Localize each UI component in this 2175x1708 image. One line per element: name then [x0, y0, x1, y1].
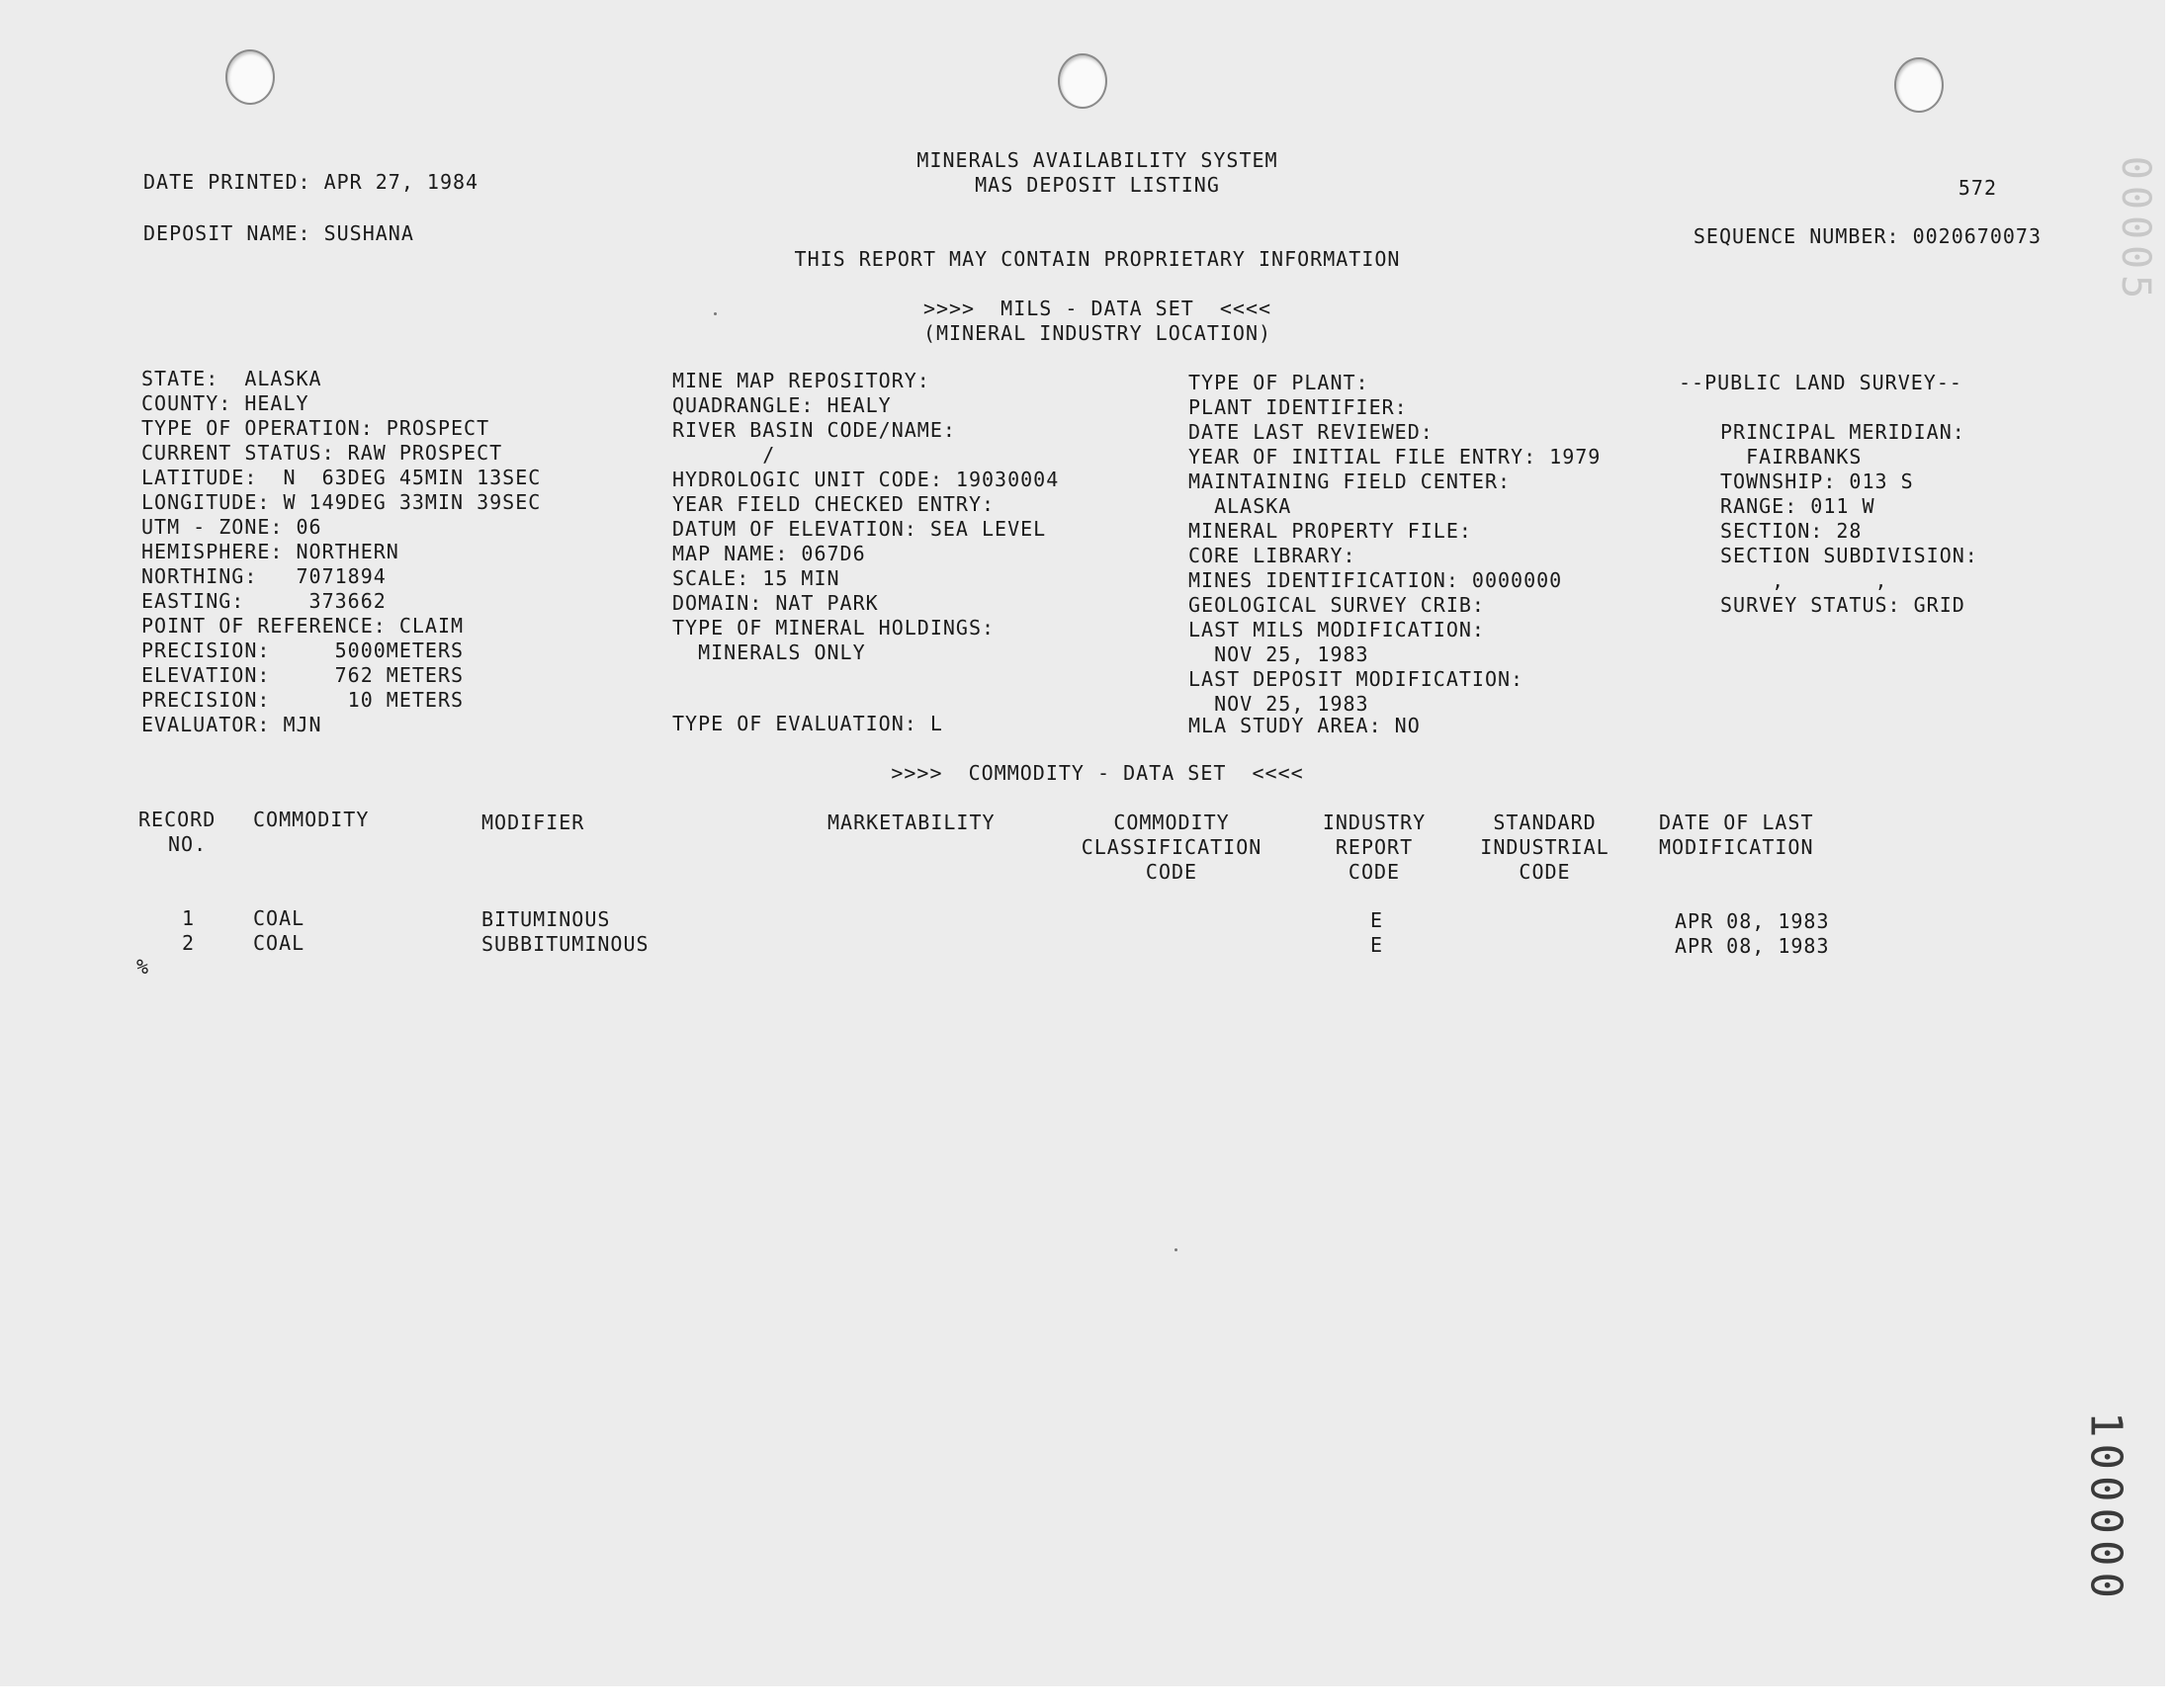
cell-modifier: BITUMINOUS — [481, 907, 611, 931]
field-survey-status: SURVEY STATUS: GRID — [1720, 593, 1965, 617]
field-core-library: CORE LIBRARY: — [1188, 544, 1356, 567]
header-record-no: NO. — [168, 832, 208, 856]
field-geological-survey-crib: GEOLOGICAL SURVEY CRIB: — [1188, 593, 1485, 617]
dust-speck — [714, 312, 717, 315]
field-last-mils-modification: LAST MILS MODIFICATION: — [1188, 618, 1485, 641]
field-hemisphere: HEMISPHERE: NORTHERN — [141, 540, 399, 563]
date-printed: DATE PRINTED: APR 27, 1984 — [143, 170, 479, 194]
field-mineral-property-file: MINERAL PROPERTY FILE: — [1188, 519, 1472, 543]
field-section: SECTION: 28 — [1720, 519, 1863, 543]
field-principal-meridian-value: FAIRBANKS — [1720, 445, 1863, 469]
cell-record-no: 1 — [182, 906, 196, 930]
bates-stamp: 100000 — [2080, 1411, 2132, 1604]
field-mla-study-area: MLA STUDY AREA: NO — [1188, 714, 1421, 737]
field-maintaining-center: MAINTAINING FIELD CENTER: — [1188, 470, 1512, 493]
field-elevation-precision: PRECISION: 10 METERS — [141, 688, 465, 712]
field-hydrologic-unit-code: HYDROLOGIC UNIT CODE: 19030004 — [672, 468, 1060, 491]
field-mineral-holdings: TYPE OF MINERAL HOLDINGS: — [672, 616, 996, 640]
system-title: MINERALS AVAILABILITY SYSTEM — [916, 148, 1278, 172]
punch-hole — [1894, 57, 1944, 113]
field-evaluator: EVALUATOR: MJN — [141, 713, 322, 736]
cell-commodity: COAL — [253, 906, 305, 930]
field-state: STATE: ALASKA — [141, 367, 322, 390]
header-commodity-classification-code: COMMODITY CLASSIFICATION CODE — [1081, 811, 1262, 884]
mils-section-title: >>>> MILS - DATA SET <<<< — [922, 297, 1272, 320]
field-year-field-checked: YEAR FIELD CHECKED ENTRY: — [672, 492, 996, 516]
listing-title: MAS DEPOSIT LISTING — [975, 173, 1220, 197]
field-mineral-holdings-value: MINERALS ONLY — [672, 640, 866, 664]
header-date-of-last-modification: DATE OF LAST MODIFICATION — [1659, 811, 1814, 859]
field-scale: SCALE: 15 MIN — [672, 566, 840, 590]
header-commodity: COMMODITY — [253, 808, 370, 831]
cell-date: APR 08, 1983 — [1675, 909, 1830, 933]
field-plant-identifier: PLANT IDENTIFIER: — [1188, 395, 1408, 419]
cell-industry-code: E — [1370, 908, 1384, 932]
punch-hole — [1058, 53, 1107, 109]
cell-industry-code: E — [1370, 933, 1384, 957]
field-map-name: MAP NAME: 067D6 — [672, 542, 866, 565]
field-last-deposit-modification: LAST DEPOSIT MODIFICATION: — [1188, 667, 1524, 691]
field-section-subdivision-value: , , — [1720, 568, 1888, 592]
field-section-subdivision: SECTION SUBDIVISION: — [1720, 544, 1978, 567]
field-latitude: LATITUDE: N 63DEG 45MIN 13SEC — [141, 466, 542, 489]
field-mine-map-repository: MINE MAP REPOSITORY: — [672, 369, 930, 392]
page-edge — [2165, 0, 2175, 1708]
field-utm-zone: UTM - ZONE: 06 — [141, 515, 322, 539]
deposit-name: DEPOSIT NAME: SUSHANA — [143, 221, 414, 245]
commodity-section-title: >>>> COMMODITY - DATA SET <<<< — [891, 761, 1304, 785]
cell-modifier: SUBBITUMINOUS — [481, 932, 650, 956]
cell-commodity: COAL — [253, 931, 305, 955]
field-domain: DOMAIN: NAT PARK — [672, 591, 879, 615]
page-edge — [0, 1686, 2175, 1708]
field-last-mils-modification-date: NOV 25, 1983 — [1188, 642, 1369, 666]
header-record: RECORD — [138, 808, 217, 831]
field-range: RANGE: 011 W — [1720, 494, 1875, 518]
punch-hole — [225, 49, 275, 105]
field-easting: EASTING: 373662 — [141, 589, 387, 613]
field-maintaining-center-value: ALASKA — [1188, 494, 1292, 518]
field-elevation: ELEVATION: 762 METERS — [141, 663, 465, 687]
header-industry-report-code: INDUSTRY REPORT CODE — [1322, 811, 1427, 884]
field-last-deposit-modification-date: NOV 25, 1983 — [1188, 692, 1369, 716]
header-modifier: MODIFIER — [481, 811, 585, 834]
proprietary-notice: THIS REPORT MAY CONTAIN PROPRIETARY INFORMATION — [794, 247, 1401, 271]
sequence-number: SEQUENCE NUMBER: 0020670073 — [1693, 224, 2042, 248]
field-river-basin: RIVER BASIN CODE/NAME: — [672, 418, 956, 442]
field-current-status: CURRENT STATUS: RAW PROSPECT — [141, 441, 503, 465]
field-date-last-reviewed: DATE LAST REVIEWED: — [1188, 420, 1434, 444]
bleed-through-stamp: 00005 — [2113, 155, 2158, 305]
cell-record-no: 2 — [182, 931, 196, 955]
dust-speck — [1174, 1248, 1177, 1251]
cell-date: APR 08, 1983 — [1675, 934, 1830, 958]
page-number: 572 — [1958, 176, 1997, 200]
mils-section-subtitle: (MINERAL INDUSTRY LOCATION) — [922, 321, 1272, 345]
header-marketability: MARKETABILITY — [827, 811, 996, 834]
field-longitude: LONGITUDE: W 149DEG 33MIN 39SEC — [141, 490, 542, 514]
field-type-of-plant: TYPE OF PLANT: — [1188, 371, 1369, 394]
field-county: COUNTY: HEALY — [141, 391, 309, 415]
public-land-survey-title: --PUBLIC LAND SURVEY-- — [1679, 371, 1962, 394]
footer-mark: % — [136, 955, 150, 979]
field-datum-of-elevation: DATUM OF ELEVATION: SEA LEVEL — [672, 517, 1047, 541]
field-point-of-reference: POINT OF REFERENCE: CLAIM — [141, 614, 465, 638]
field-year-initial-entry: YEAR OF INITIAL FILE ENTRY: 1979 — [1188, 445, 1602, 469]
field-principal-meridian: PRINCIPAL MERIDIAN: — [1720, 420, 1965, 444]
field-northing: NORTHING: 7071894 — [141, 564, 387, 588]
field-river-basin-value: / — [672, 443, 776, 467]
field-mines-identification: MINES IDENTIFICATION: 0000000 — [1188, 568, 1563, 592]
field-township: TOWNSHIP: 013 S — [1720, 470, 1914, 493]
field-type-of-evaluation: TYPE OF EVALUATION: L — [672, 712, 943, 735]
field-type-of-operation: TYPE OF OPERATION: PROSPECT — [141, 416, 490, 440]
field-precision: PRECISION: 5000METERS — [141, 639, 465, 662]
header-standard-industrial-code: STANDARD INDUSTRIAL CODE — [1480, 811, 1610, 884]
field-quadrangle: QUADRANGLE: HEALY — [672, 393, 892, 417]
